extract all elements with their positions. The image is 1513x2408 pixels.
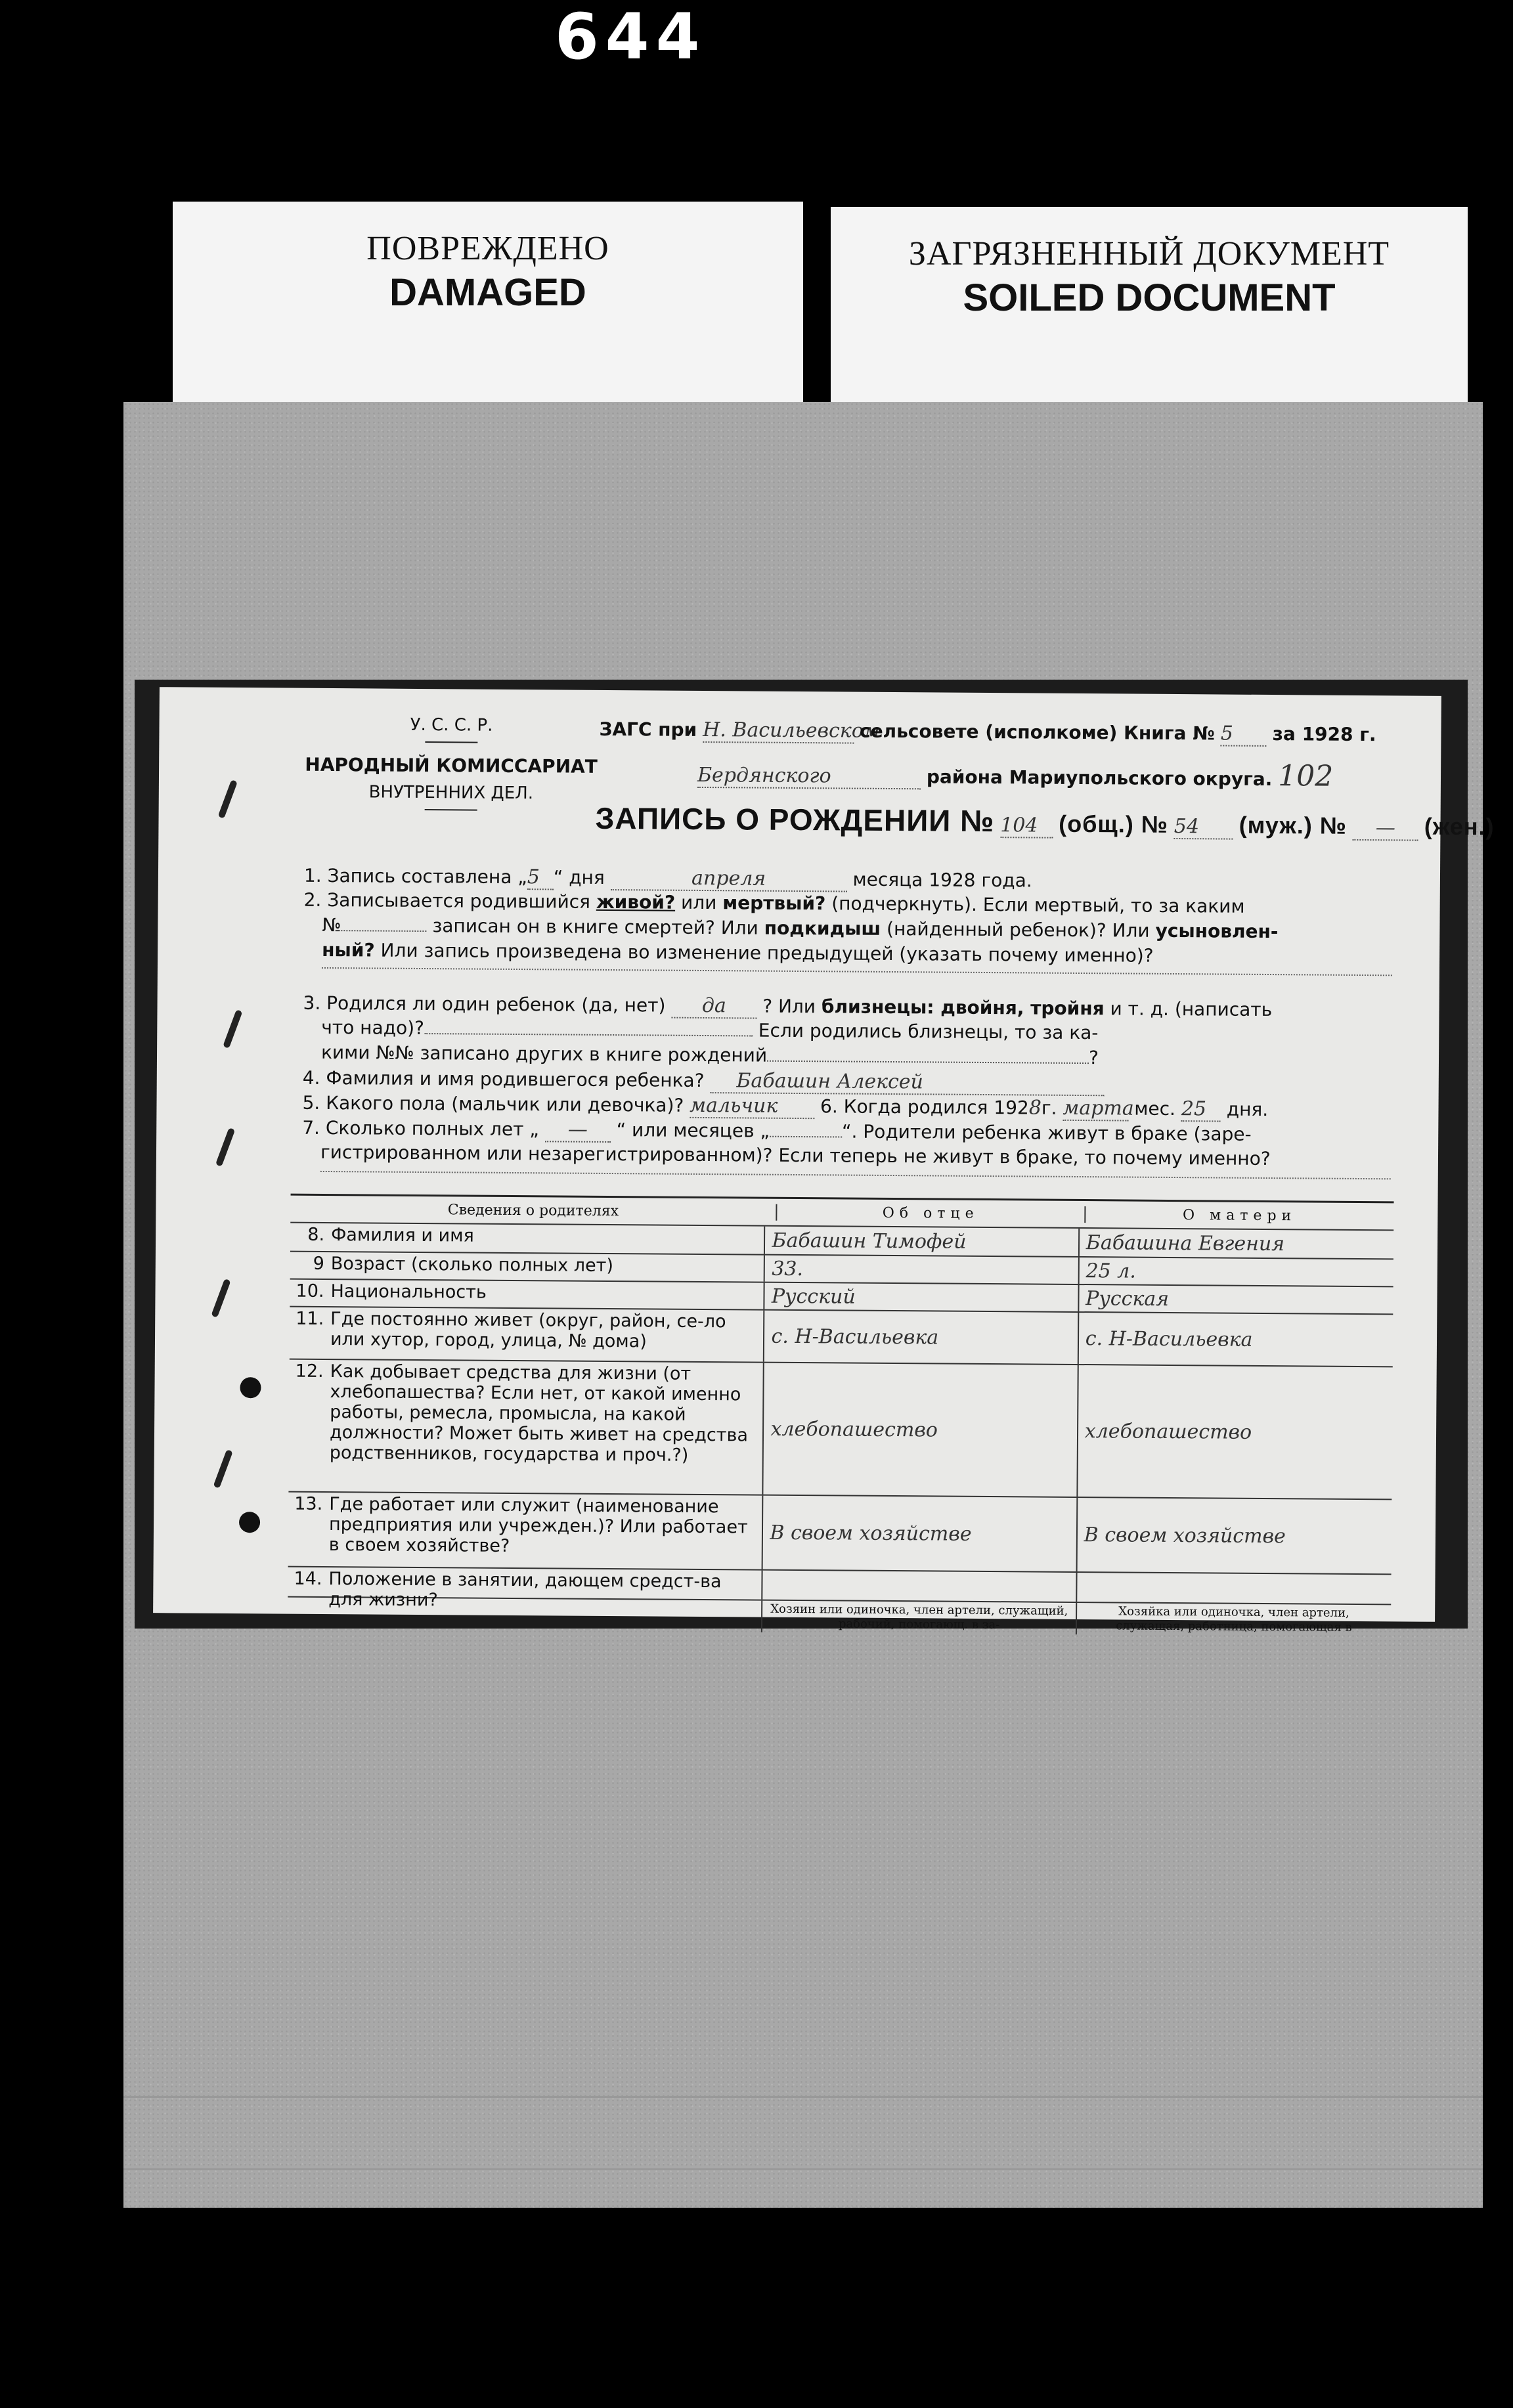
child-name-field: Бабашин Алексей — [710, 1069, 1104, 1096]
q7-blank-line — [320, 1171, 1391, 1179]
female-label: (жен.) — [1424, 812, 1495, 841]
row-number: 11. — [296, 1308, 324, 1329]
q2-text-5: Или запись произведена во изменение предыдущей (указать почему именно)? — [380, 939, 1154, 967]
zags-mid: сельсовете (исполкоме) Книга № — [859, 720, 1216, 745]
table-row — [288, 1491, 1392, 1574]
republic-name: У. С. С. Р. — [410, 714, 493, 735]
damaged-label-ru: ПОВРЕЖДЕНО — [366, 230, 609, 267]
tear-mark — [215, 1127, 235, 1167]
q6-text: 6. Когда родился 192 — [820, 1095, 1029, 1119]
q2-foundling: подкидыш — [764, 917, 881, 940]
punch-hole — [240, 1377, 261, 1398]
tear-mark — [218, 779, 238, 819]
father-value: 33. — [764, 1256, 1078, 1284]
question-1 — [304, 864, 1032, 894]
tear-mark — [223, 1009, 242, 1049]
question-2-cont-2 — [322, 939, 1154, 967]
title-line — [595, 800, 1494, 843]
book-number-field: 5 — [1221, 722, 1267, 746]
male-number-field: 54 — [1174, 815, 1233, 840]
q1-text: 1. Запись составлена „ — [303, 864, 527, 888]
q7-text: 7. Сколько полных лет „ — [302, 1116, 539, 1141]
q2-text-4: (найденный ребенок)? Или — [886, 917, 1150, 942]
backing-seam — [123, 2096, 1483, 2098]
zags-prefix: ЗАГС при — [599, 718, 697, 741]
footnote-mother: Хозяйка или одиночка, член артели, служащая, работница, помогающая в — [1076, 1603, 1392, 1636]
divider — [425, 741, 477, 743]
row-label: Где постоянно живет (округ, район, се-ло или хутор, город, улица, № дома) — [330, 1309, 726, 1352]
mother-value: 25 л. — [1078, 1258, 1393, 1286]
record-title: ЗАПИСЬ О РОЖДЕНИИ № — [595, 800, 995, 839]
q7-text-2: “ или месяцев „ — [616, 1119, 770, 1142]
soiled-label-en: SOILED DOCUMENT — [963, 276, 1336, 319]
row-label: Национальность — [330, 1281, 487, 1303]
commissariat-name-2: ВНУТРЕННИХ ДЕЛ. — [368, 782, 534, 804]
tear-mark — [211, 1279, 230, 1318]
row-number: 8. — [307, 1224, 325, 1245]
q6-text-3: мес. — [1134, 1097, 1176, 1120]
birth-month-field: марта — [1063, 1096, 1134, 1120]
soiled-label — [831, 207, 1468, 404]
total-label: (общ.) № — [1059, 810, 1169, 838]
row-number: 13. — [294, 1493, 323, 1514]
table-row — [290, 1306, 1393, 1367]
tear-mark — [213, 1449, 232, 1489]
record-number-stamp: 102 — [1278, 759, 1334, 793]
mother-value: Русская — [1078, 1285, 1393, 1313]
q2-text-3: записан он в книге смертей? Или — [432, 915, 758, 939]
q3-text-3: и т. д. (написать — [1110, 997, 1273, 1021]
father-value: хлебопашество — [762, 1363, 1078, 1497]
row-question — [288, 1360, 763, 1495]
q2-adopted: усыновлен- — [1155, 919, 1279, 943]
total-number-field: 104 — [1000, 814, 1053, 839]
q2-num: № — [322, 913, 341, 936]
archive-page-number: 644 — [555, 0, 707, 74]
mother-value: хлебопашество — [1076, 1365, 1393, 1499]
age-years-field: — — [545, 1118, 611, 1143]
question-2 — [304, 889, 1245, 917]
row-label: Фамилия и имя — [331, 1225, 474, 1246]
q3-text-7: ? — [1089, 1047, 1099, 1069]
table-row — [288, 1359, 1392, 1499]
village-field: Н. Васильевском — [703, 718, 880, 743]
father-value: с. Н-Васильевка — [763, 1311, 1078, 1364]
father-value: Бабашин Тимофей — [764, 1227, 1078, 1256]
row-label: Где работает или служит (наименование предприятия или учрежден.)? Или работает в своем хозяйстве? — [328, 1494, 748, 1556]
q2-text: 2. Записывается родившийся — [303, 888, 591, 913]
zags-line — [599, 718, 1376, 747]
q1-month-field: апреля — [611, 866, 847, 892]
row-number: 12. — [295, 1361, 324, 1382]
father-value — [762, 1571, 1076, 1602]
backing-seam — [123, 2168, 1483, 2170]
birth-year-field: 8 — [1028, 1096, 1042, 1120]
row-number: 9 — [313, 1253, 324, 1274]
damaged-label — [173, 202, 803, 402]
question-3-cont — [321, 1017, 1098, 1043]
row-label: Возраст (сколько полных лет) — [330, 1254, 614, 1277]
q3-text-4: что надо)? — [321, 1016, 425, 1040]
row-question — [288, 1567, 762, 1611]
q6-text-2: г. — [1041, 1097, 1057, 1119]
birth-day-field: 25 — [1181, 1097, 1221, 1122]
father-value: В своем хозяйстве — [762, 1496, 1076, 1571]
mother-value — [1076, 1573, 1392, 1604]
row-question — [290, 1252, 764, 1282]
q4-text: 4. Фамилия и имя родившегося ребенка? — [302, 1066, 705, 1092]
question-3-cont-2 — [321, 1041, 1099, 1068]
female-number-field: — — [1353, 816, 1418, 841]
row-label: Положение в занятии, дающем средст-ва для жизни? — [328, 1569, 722, 1611]
q1-text-2: “ дня — [553, 866, 605, 888]
birth-record-card — [153, 687, 1495, 1634]
q2-text-2: (подчеркнуть). Если мертвый, то за каким — [831, 892, 1245, 917]
commissariat-name: НАРОДНЫЙ КОМИССАРИАТ — [305, 753, 598, 777]
header-info: Сведения о родителях — [447, 1201, 619, 1219]
male-label: (муж.) № — [1239, 811, 1348, 839]
sex-field: мальчик — [690, 1094, 814, 1119]
row-number: 10. — [296, 1281, 324, 1302]
q3-text: 3. Родился ли один ребенок (да, нет) — [303, 992, 666, 1017]
mother-value: В своем хозяйстве — [1076, 1498, 1392, 1573]
district-text: района Мариупольского округа. — [926, 766, 1273, 791]
father-value: Русский — [764, 1283, 1078, 1311]
q2-adopted-2: ный? — [322, 938, 375, 961]
q2-dead: мертвый? — [722, 892, 826, 915]
row-number: 14. — [294, 1568, 322, 1589]
q3-twins: близнецы: двойня, тройня — [821, 996, 1105, 1020]
q6-text-4: дня. — [1226, 1098, 1269, 1121]
q3-text-6: кими №№ записано других в книге рождений — [320, 1041, 768, 1066]
mother-value: Бабашина Евгения — [1078, 1229, 1394, 1258]
mother-value: с. Н-Васильевка — [1078, 1313, 1393, 1366]
header-mother: О матери — [1084, 1206, 1394, 1225]
header-father: Об отце — [776, 1204, 1084, 1222]
row-question — [288, 1493, 762, 1569]
question-2-cont — [322, 914, 1278, 942]
q1-text-3: месяца 1928 года. — [852, 868, 1032, 892]
soiled-label-ru: ЗАГРЯЗНЕННЫЙ ДОКУМЕНТ — [908, 235, 1390, 273]
issuer-block — [290, 714, 613, 823]
damaged-label-en: DAMAGED — [389, 271, 586, 314]
q3-text-2: ? Или — [762, 995, 816, 1018]
divider — [425, 809, 477, 811]
q7-text-4: гистрированном или незарегистрированном)? Если теперь не живут в браке, то почему именно? — [320, 1141, 1271, 1170]
punch-hole — [239, 1512, 260, 1533]
district-line — [697, 755, 1334, 793]
q3-text-5: Если родились близнецы, то за ка- — [758, 1019, 1099, 1044]
footnote-father: Хозяин или одиночка, член артели, служащий, рабочий, помогающ. в за- — [761, 1601, 1076, 1634]
q5-text: 5. Какого пола (мальчик или девочка)? — [302, 1091, 684, 1116]
q2-or: или — [680, 891, 717, 914]
row-question — [290, 1307, 764, 1362]
parents-table — [288, 1194, 1394, 1637]
zags-year: за 1928 г. — [1272, 723, 1376, 746]
q3-answer-field: да — [671, 994, 756, 1019]
row-question — [290, 1223, 764, 1254]
q7-text-3: “. Родители ребенка живут в браке (заре- — [841, 1120, 1252, 1145]
row-question — [290, 1280, 764, 1309]
q2-blank-line — [322, 967, 1392, 976]
row-label: Как добывает средства для жизни (от хлебопашества? Если нет, от какой именно работы, ремесла, промысла, на какой должности? Может быть живет на средства родственников, государства и проч.?) — [329, 1361, 749, 1466]
district-field: Бердянского — [697, 764, 921, 789]
q2-alive: живой? — [596, 890, 676, 913]
q1-day-field: 5 — [527, 865, 554, 890]
